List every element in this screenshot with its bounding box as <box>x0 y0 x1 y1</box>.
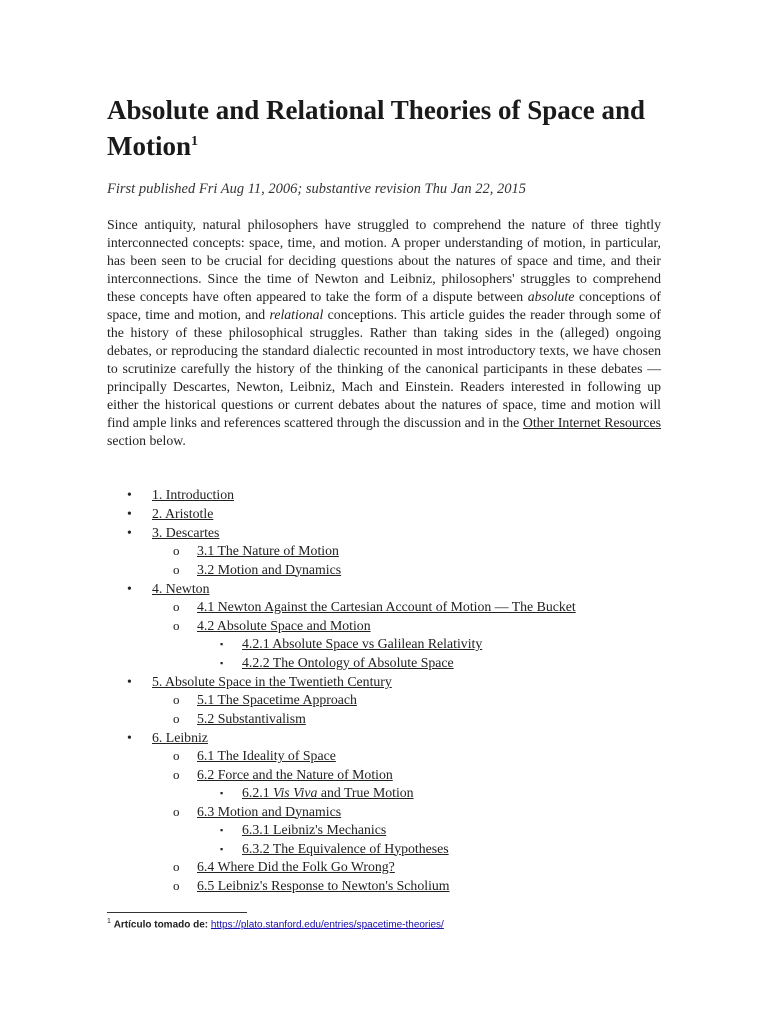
toc-link-descartes[interactable]: 3. Descartes <box>152 525 220 540</box>
toc-link-ontology[interactable]: 4.2.2 The Ontology of Absolute Space <box>242 654 454 670</box>
toc-item-6-2 <box>107 766 667 785</box>
square-bullet-icon: ▪ <box>220 657 224 668</box>
square-bullet-icon: ▪ <box>220 843 224 854</box>
toc-link-force-nature-motion[interactable]: 6.2 Force and the Nature of Motion <box>197 766 393 782</box>
toc-item-6-3-1 <box>107 821 667 840</box>
footnote-separator <box>107 912 247 913</box>
toc-item-3 <box>107 523 667 542</box>
toc-link-bucket[interactable]: 4.1 Newton Against the Cartesian Account of Motion — The Bucket <box>197 599 576 614</box>
circle-bullet-icon: o <box>173 561 180 577</box>
square-bullet-icon: ▪ <box>220 639 224 649</box>
abstract-paragraph <box>107 216 661 450</box>
bullet-icon: • <box>127 730 132 745</box>
footnote-label: Artículo tomado de: <box>113 919 209 931</box>
bullet-icon: • <box>127 674 132 689</box>
toc-link-leibniz[interactable]: 6. Leibniz <box>152 730 208 745</box>
bullet-icon: • <box>127 506 132 521</box>
other-internet-resources-link[interactable]: Other Internet Resources <box>522 415 661 430</box>
toc-item-4-2-2 <box>107 654 667 673</box>
toc-item-4-2 <box>107 617 667 636</box>
toc-item-5-2 <box>107 710 667 729</box>
footnote-mark: 1 <box>107 918 111 925</box>
title-text: Absolute and Relational Theories of Space and Motion <box>107 95 646 161</box>
toc-link-scholium[interactable]: 6.5 Leibniz's Response to Newton's Scholium <box>197 877 450 893</box>
toc-item-5-1 <box>107 691 667 710</box>
toc-item-6-4 <box>107 858 667 877</box>
circle-bullet-icon: o <box>173 617 180 633</box>
toc-link-folk-wrong[interactable]: 6.4 Where Did the Folk Go Wrong? <box>197 859 395 874</box>
toc-item-1 <box>107 485 667 504</box>
toc-item-3-2 <box>107 561 667 580</box>
circle-bullet-icon: o <box>173 599 180 614</box>
abstract-em-absolute: absolute <box>527 289 575 304</box>
circle-bullet-icon: o <box>173 692 180 707</box>
toc-link-nature-of-motion[interactable]: 3.1 The Nature of Motion <box>197 543 339 558</box>
toc-link-motion-dynamics[interactable]: 3.2 Motion and Dynamics <box>197 561 342 577</box>
toc-link-ideality-of-space[interactable]: 6.1 The Ideality of Space <box>197 748 336 763</box>
toc-item-4-1 <box>107 598 667 617</box>
page-title <box>107 92 667 164</box>
vis-viva-em: Vis Viva <box>273 785 318 800</box>
toc-item-5 <box>107 672 667 691</box>
circle-bullet-icon: o <box>173 710 180 726</box>
toc-item-6-3-2 <box>107 840 667 859</box>
toc-link-introduction[interactable]: 1. Introduction <box>152 487 234 502</box>
footnote <box>107 918 444 930</box>
toc-link-twentieth-century[interactable]: 5. Absolute Space in the Twentieth Century <box>152 674 392 689</box>
toc-item-3-1 <box>107 542 667 561</box>
vis-viva-rest: and True Motion <box>317 785 414 800</box>
toc-link-absolute-space-motion[interactable]: 4.2 Absolute Space and Motion <box>197 617 371 633</box>
abstract-text-2: conceptions of space, time and motion, and <box>107 289 661 322</box>
toc-link-leibniz-mechanics[interactable]: 6.3.1 Leibniz's Mechanics <box>242 822 387 837</box>
abstract-text-1: Since antiquity, natural philosophers have struggled to comprehend the nature of three tightly interconnected concepts: space, time, and motion. A proper understanding of motion, in particular, has been seen to be crucial for deciding questions about the natures of space and time, and their interconnections. Since the time of Newton and Leibniz, philosophers' struggles to comprehend these concepts have often appeared to take the form of a dispute between <box>107 217 661 304</box>
abstract-em-relational: relational <box>269 307 324 322</box>
table-of-contents <box>107 485 667 895</box>
bullet-icon: • <box>127 581 132 596</box>
toc-link-newton[interactable]: 4. Newton <box>152 581 210 596</box>
toc-item-4-2-1 <box>107 635 667 654</box>
toc-link-substantivalism[interactable]: 5.2 Substantivalism <box>197 710 306 726</box>
toc-item-6-2-1 <box>107 784 667 803</box>
toc-item-2 <box>107 504 667 523</box>
toc-link-spacetime-approach[interactable]: 5.1 The Spacetime Approach <box>197 692 357 707</box>
toc-item-4 <box>107 579 667 598</box>
vis-viva-number: 6.2.1 <box>242 785 274 800</box>
toc-link-vis-viva[interactable] <box>242 785 414 800</box>
toc-link-galilean-relativity[interactable]: 4.2.1 Absolute Space vs Galilean Relativity <box>242 636 483 651</box>
abstract-text-3: conceptions. This article guides the reader through some of the history of these philosophical struggles. Rather than taking sides in the (alleged) ongoing debates, or reproducing the standard dialectic recounted in most introductory texts, we have chosen to scrutinize carefully the history of the thinking of the canonical participants in these debates — principally Descartes, Newton, Leibniz, Mach and Einstein. Readers interested in following up either the historical questions or current debates about the natures of space, time and motion will find ample links and references scattered through the discussion and in the <box>107 307 661 430</box>
toc-link-leibniz-motion-dynamics[interactable]: 6.3 Motion and Dynamics <box>197 803 342 819</box>
toc-item-6-1 <box>107 747 667 766</box>
circle-bullet-icon: o <box>173 748 180 763</box>
circle-bullet-icon: o <box>173 803 180 819</box>
square-bullet-icon: ▪ <box>220 825 224 835</box>
circle-bullet-icon: o <box>173 766 180 782</box>
footnote-source-link[interactable]: https://plato.stanford.edu/entries/spacetime-theories/ <box>210 919 444 931</box>
toc-item-6 <box>107 728 667 747</box>
toc-link-aristotle[interactable]: 2. Aristotle <box>152 506 214 521</box>
circle-bullet-icon: o <box>173 877 180 893</box>
circle-bullet-icon: o <box>173 543 180 558</box>
bullet-icon: • <box>127 487 132 502</box>
title-footnote-mark[interactable]: 1 <box>191 134 198 149</box>
toc-item-6-5 <box>107 877 667 896</box>
bullet-icon: • <box>127 525 132 540</box>
circle-bullet-icon: o <box>173 859 180 874</box>
toc-item-6-3 <box>107 803 667 822</box>
publication-info: First published Fri Aug 11, 2006; substantive revision Thu Jan 22, 2015 <box>107 181 527 197</box>
toc-link-equivalence-hypotheses[interactable]: 6.3.2 The Equivalence of Hypotheses <box>242 840 449 856</box>
abstract-text-4: section below. <box>107 433 186 448</box>
square-bullet-icon: ▪ <box>220 788 224 798</box>
